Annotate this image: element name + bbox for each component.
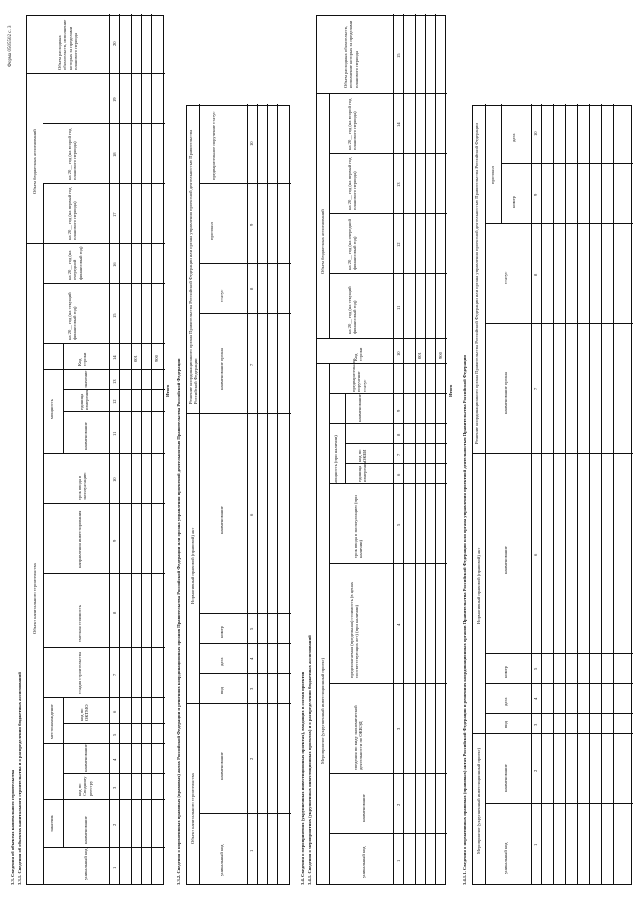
- table-acts-objects: [186, 105, 290, 885]
- num-4: 4: [396, 623, 401, 626]
- num-17: 17: [112, 212, 117, 217]
- total-3-3: Итого: [165, 384, 170, 397]
- num-6: 6: [249, 513, 254, 516]
- num-7: 7: [112, 673, 117, 676]
- num-12: 12: [112, 399, 117, 404]
- num-12: 12: [396, 242, 401, 247]
- col-cap-name: наименование: [83, 422, 88, 450]
- col-number: номер: [219, 626, 224, 638]
- num-2: 2: [112, 823, 117, 826]
- num-5: 5: [112, 733, 117, 736]
- num-4: 4: [249, 657, 254, 660]
- num-6: 6: [112, 710, 117, 713]
- num-13: 13: [112, 379, 117, 384]
- num-2: 2: [396, 803, 401, 806]
- col-status: статус: [503, 271, 508, 284]
- group-act: Нормативный правовой (правовой) акт: [476, 547, 481, 624]
- num-4: 4: [112, 758, 117, 761]
- code-900: 900: [154, 355, 159, 362]
- num-11: 11: [396, 305, 401, 310]
- num-7: 7: [533, 387, 538, 390]
- col-year-next: на 20__ год (на очередной финансовый год): [67, 246, 83, 280]
- num-8: 8: [533, 273, 538, 276]
- code-900: 900: [438, 352, 443, 359]
- num-5: 5: [533, 667, 538, 670]
- num-6: 6: [533, 553, 538, 556]
- col-directions: направления инвестирования: [77, 510, 82, 568]
- num-10: 10: [533, 131, 538, 136]
- num-8: 8: [112, 611, 117, 614]
- group-act: Нормативный правовой (правовой) акт: [190, 527, 195, 604]
- col-act-name: наименование: [219, 506, 224, 534]
- col-unique: уникальный код: [361, 846, 366, 878]
- col-loc-name: наименование: [83, 744, 88, 772]
- col-protocol: протокол: [490, 166, 495, 184]
- num-7: 7: [396, 453, 401, 456]
- num-3: 3: [396, 727, 401, 730]
- col-owner: заказчик: [49, 815, 54, 832]
- num-1: 1: [533, 843, 538, 846]
- col-year-cur: на 20__ год (на текущий финансовый год): [67, 292, 78, 340]
- col-cap-name: наименование: [357, 394, 362, 422]
- col-year-p1: на 20__ год (на первый год планового периода): [347, 157, 358, 210]
- num-10: 10: [249, 141, 254, 146]
- num-9: 9: [112, 539, 117, 542]
- col-loc-code: код по ОКТМО: [79, 704, 90, 721]
- col-obligations: Объем расходных обязательств, исполнение которых за пределами планового периода: [57, 19, 78, 70]
- col-prelim: предварительное поручение статус: [351, 358, 367, 392]
- num-20: 20: [112, 41, 117, 46]
- num-11: 11: [112, 431, 117, 436]
- col-protocol: протокол: [209, 222, 214, 240]
- num-9: 9: [396, 409, 401, 412]
- num-15: 15: [396, 53, 401, 58]
- col-date: дата: [219, 657, 224, 666]
- col-name: наименование: [219, 752, 224, 780]
- num-1: 1: [396, 859, 401, 862]
- col-number: номер: [503, 666, 508, 678]
- num-2: 2: [533, 769, 538, 772]
- num-19: 19: [112, 97, 117, 102]
- group-decision: Решение координационного органа Правительства Российской Федерации или органа управления проектной деятельностью Правительства Российской Федерации: [188, 129, 199, 404]
- col-owner-code: код по Сводному реестру: [77, 776, 93, 796]
- col-cap-value: значение: [83, 370, 88, 388]
- num-8: 8: [249, 287, 254, 290]
- num-3: 3: [533, 723, 538, 726]
- total-3-4: Итого: [448, 384, 453, 397]
- col-name: наименование: [503, 764, 508, 792]
- col-year-p1: на 20__ год (на первый год планового периода): [67, 187, 78, 240]
- col-cap-unit: единица измерения: [357, 461, 368, 482]
- num-9: 9: [533, 193, 538, 196]
- col-unique-code: уникальный код: [219, 844, 224, 876]
- col-organ: наименование органа: [219, 348, 224, 390]
- col-date-2: дата: [511, 133, 516, 142]
- col-status: статус: [219, 289, 224, 302]
- section-3-3-2-title: 3.3.2. Сведения о нормативных правовых (правовых) актах Российской Федерации и решениях координационных органов Правительства Российской Федерации или органа управления проектной деятельностью Правительства Российской Федерации: [176, 358, 181, 885]
- num-7: 7: [249, 363, 254, 366]
- num-10: 10: [112, 477, 117, 482]
- col-code-line: Код строки: [353, 347, 364, 361]
- col-directions: сведения по виду экономической деятельности по ОКВЭД: [353, 705, 364, 770]
- col-cost: предполагаемая (предельная) стоимость (в ценах соответствующих лет) (при наличии): [349, 581, 360, 678]
- col-year-p2: на 20__ год (на второй год планового периода): [347, 98, 358, 150]
- num-9: 9: [249, 223, 254, 226]
- col-prelim: предварительное поручение статус: [211, 111, 216, 180]
- group-object-header: Объект капитального строительства: [32, 563, 37, 634]
- table-acts-measures: [472, 105, 632, 885]
- num-4: 4: [533, 697, 538, 700]
- group-budget: Объем бюджетных ассигнований: [320, 209, 325, 274]
- col-year-cur: на 20__ год (на текущий финансовый год): [347, 286, 358, 334]
- col-number-2: номер: [511, 196, 516, 208]
- col-code-line: Код строки: [77, 352, 88, 366]
- col-date: дата: [503, 697, 508, 706]
- num-13: 13: [396, 182, 401, 187]
- group-decision: Решение координационного органа Правительства Российской Федерации или органа управления проектной деятельностью Правительства Российской Федерации: [474, 123, 479, 444]
- num-16: 16: [112, 262, 117, 267]
- num-1: 1: [249, 849, 254, 852]
- col-obligations: Объем расходных обязательств, исполнение которых за пределами планового периода: [343, 20, 359, 88]
- num-5: 5: [396, 523, 401, 526]
- col-year-next: на 20__ год (на очередной финансовый год): [347, 219, 358, 270]
- col-readiness: срок ввода в эксплуатацию: [77, 472, 88, 500]
- num-14: 14: [396, 122, 401, 127]
- group-measure: Мероприятие (укрупненный инвестиционный проект): [320, 657, 325, 764]
- group-object: Объект капитального строительства: [190, 773, 195, 844]
- col-year-p2: на 20__ год (на второй год планового периода): [67, 128, 78, 180]
- col-act-name: наименование: [503, 546, 508, 574]
- num-18: 18: [112, 152, 117, 157]
- num-10: 10: [396, 351, 401, 356]
- group-capacity: мощность (при наличии): [333, 435, 338, 484]
- num-8: 8: [396, 433, 401, 436]
- code-001: 001: [417, 352, 422, 359]
- section-3-4-1-1-title: 3.4.1.1. Сведения о нормативных правовых (правовых) актах Российской Федерации и решениях координационных органов Правительства Российской Федерации или органа управления проектной деятельностью Правительства Российской Федерации: [462, 355, 467, 885]
- form-label: Форма 0505502 с. 3: [8, 25, 13, 67]
- section-3-4-1-title: 3.4.1. Сведения о мероприятиях (укрупненных инвестиционных проектах) и о распределении бюджетных ассигнований: [307, 635, 312, 885]
- col-capacity: мощность: [49, 399, 54, 419]
- num-15: 15: [112, 313, 117, 318]
- num-14: 14: [112, 355, 117, 360]
- num-5: 5: [249, 627, 254, 630]
- col-owner-name: наименование: [83, 816, 88, 844]
- col-organ: наименование органа: [503, 372, 508, 414]
- col-name: наименование: [361, 794, 366, 822]
- col-cap-unit: единица измерения: [79, 389, 90, 410]
- col-location: местонахождение: [49, 704, 54, 739]
- col-stage: стадия строительства: [77, 652, 82, 694]
- num-3: 3: [112, 786, 117, 789]
- col-unique-code: уникальный код: [83, 848, 88, 880]
- col-kind: вид: [503, 721, 508, 728]
- num-1: 1: [112, 866, 117, 869]
- group-budget-header: Объем бюджетных ассигнований: [32, 129, 37, 194]
- section-3-3-title: 3.3. Сведения об объектах капитального строительства: [10, 769, 15, 885]
- col-kind: вид: [219, 687, 224, 694]
- section-3-4-title: 3.4. Сведения о мероприятиях (укрупненных инвестиционных проектах), входящих в состав проектов: [300, 671, 305, 885]
- section-3-3-1-title: 3.3.1. Сведения об объектах капитального строительства и о распределении бюджетных ассигнований: [17, 672, 22, 885]
- col-cost: сметная стоимость: [77, 605, 82, 642]
- table-measures: [316, 15, 446, 885]
- col-term: срок ввода в эксплуатацию (при наличии): [353, 495, 364, 558]
- col-unique: уникальный код: [503, 842, 508, 874]
- table-objects: [26, 15, 164, 885]
- num-2: 2: [249, 757, 254, 760]
- group-measure: Мероприятие (укрупненный инвестиционный проект): [476, 747, 481, 854]
- code-001: 001: [133, 355, 138, 362]
- num-3: 3: [249, 687, 254, 690]
- num-6: 6: [396, 473, 401, 476]
- col-cap-code: код по ОКЕИ: [357, 449, 368, 462]
